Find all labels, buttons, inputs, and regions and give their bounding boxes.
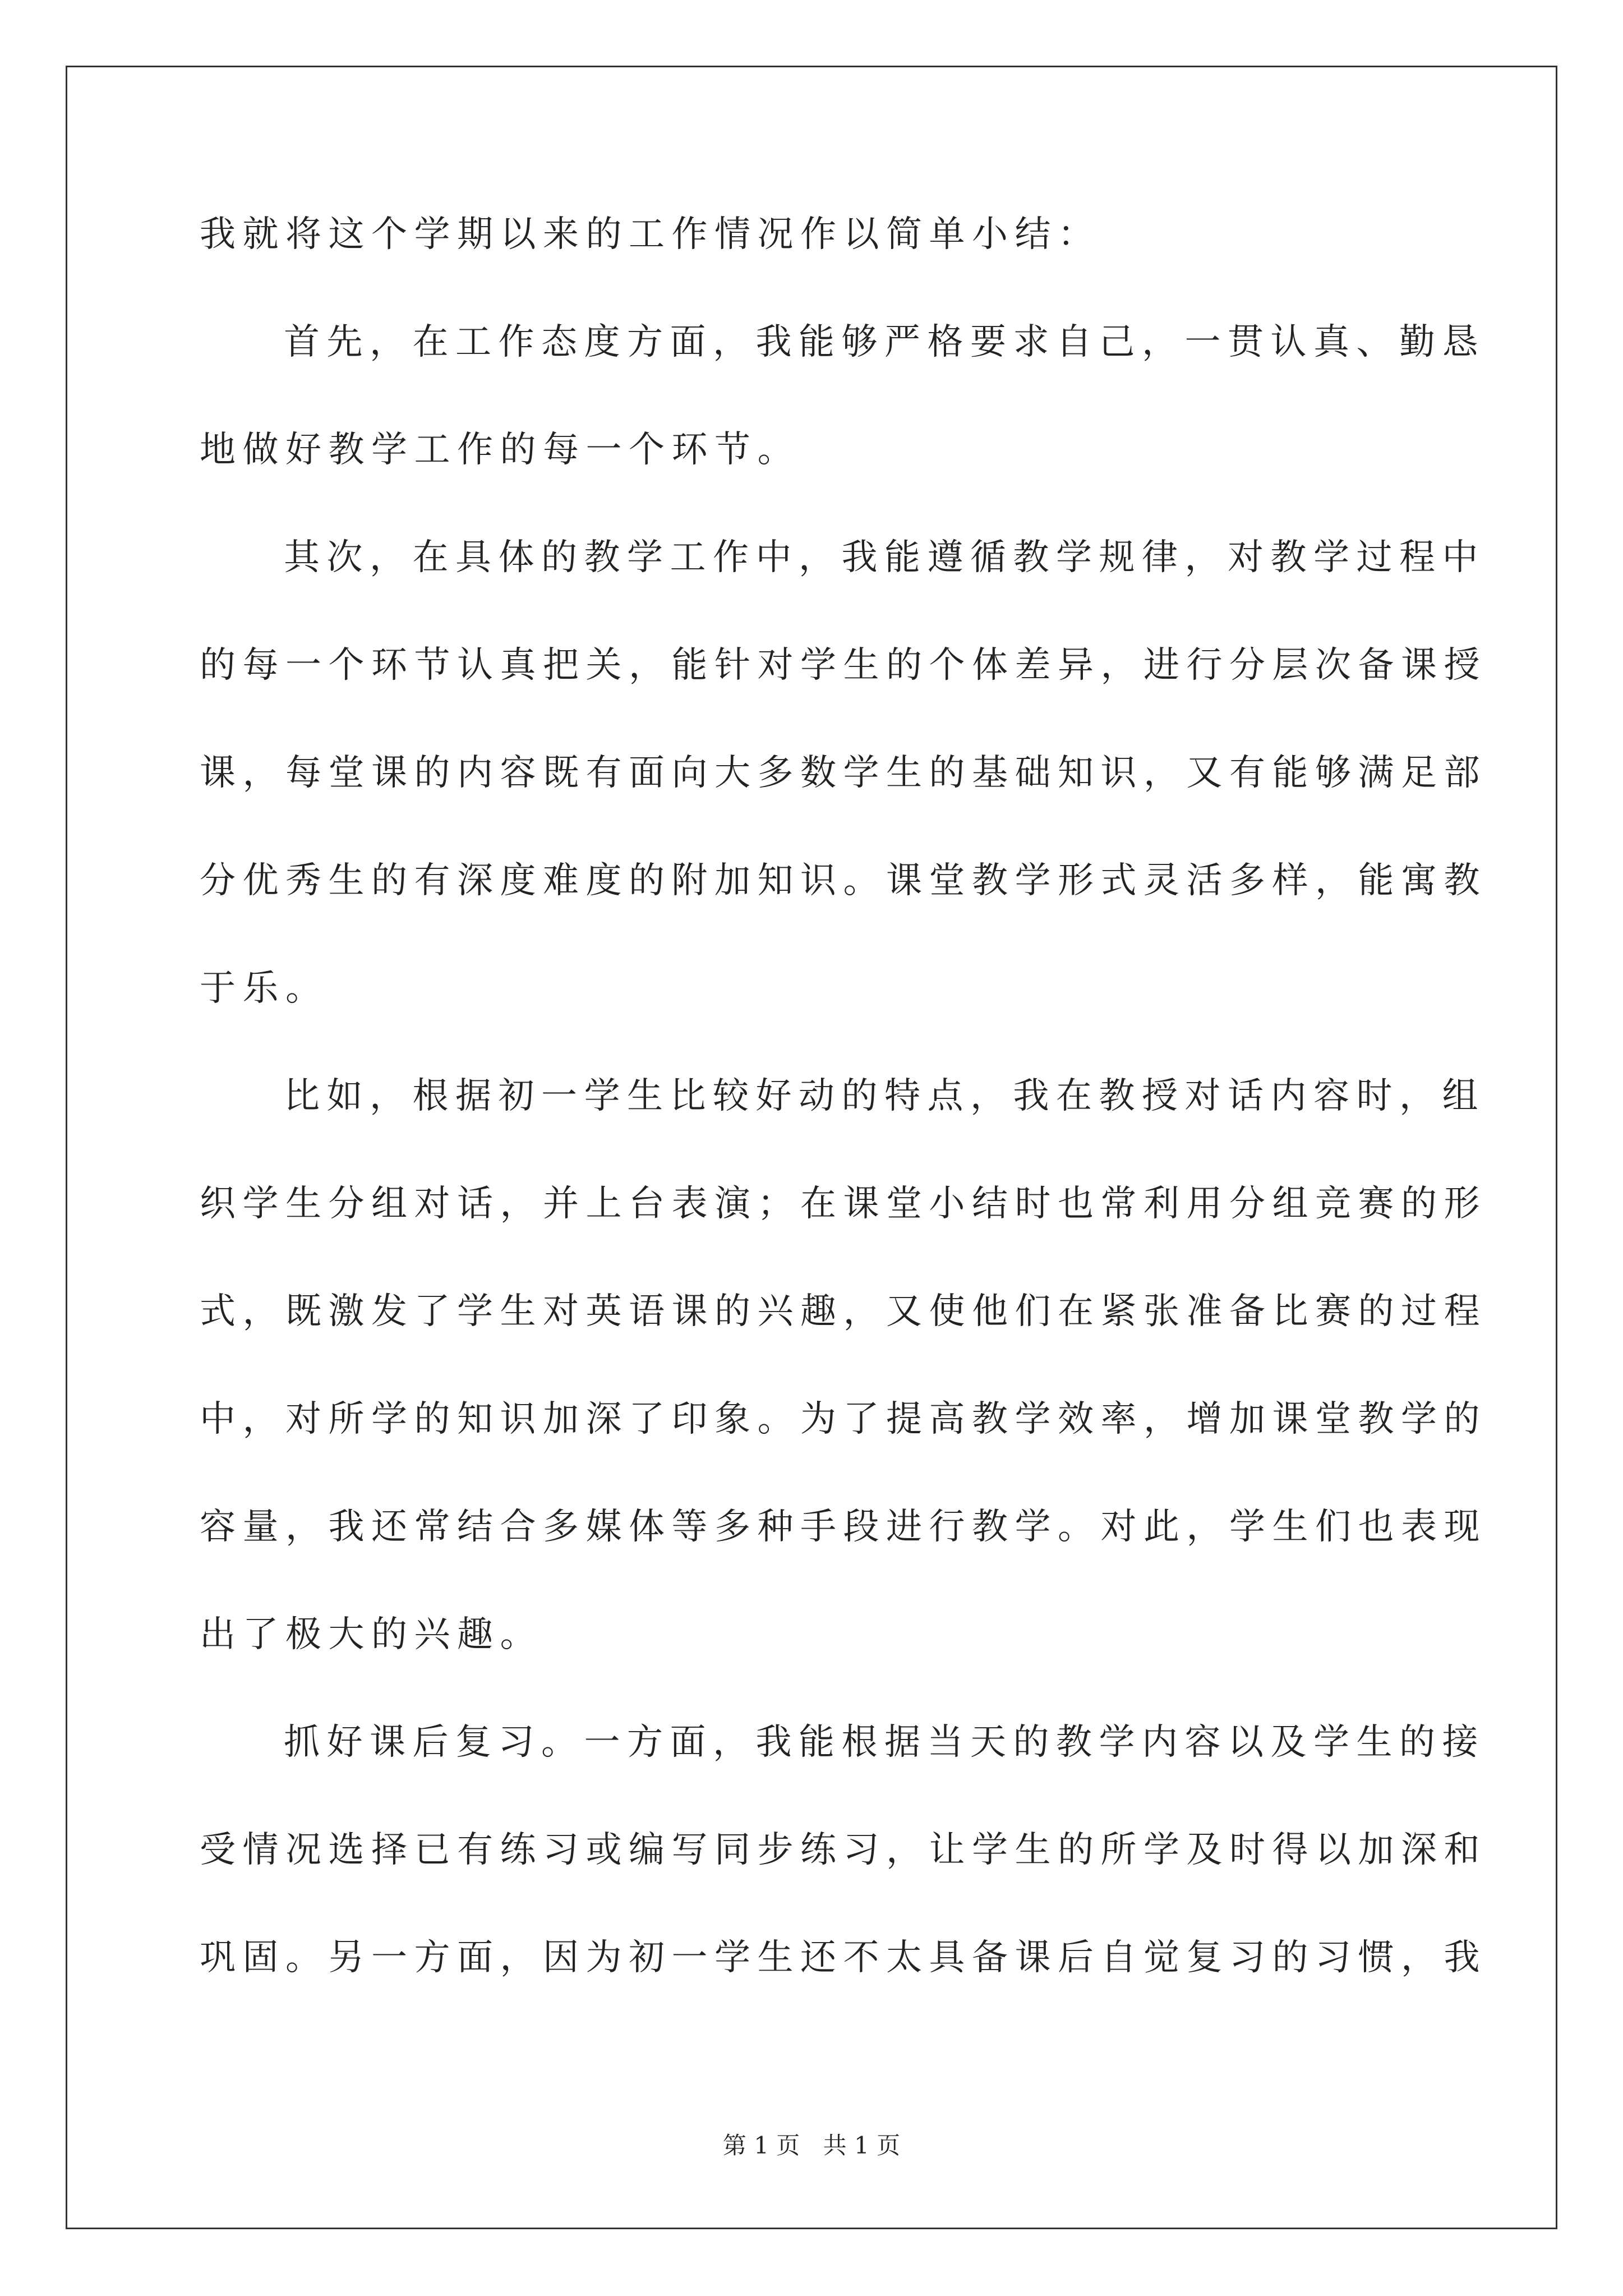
text-line-12: 中，对所学的知识加深了印象。为了提高教学效率，增加课堂教学的 (200, 1398, 1487, 1440)
text-line-2: 首先，在工作态度方面，我能够严格要求自己，一贯认真、勤恳 (284, 321, 1485, 363)
text-line-15: 抓好课后复习。一方面，我能根据当天的教学内容以及学生的接 (284, 1722, 1485, 1763)
text-line-1: 我就将这个学期以来的工作情况作以简单小结： (200, 214, 1101, 255)
text-line-8: 于乐。 (200, 968, 329, 1009)
text-line-4: 其次，在具体的教学工作中，我能遵循教学规律，对教学过程中 (284, 537, 1485, 578)
page-number: 第 1 页 (722, 2132, 800, 2159)
text-line-7: 分优秀生的有深度难度的附加知识。课堂教学形式灵活多样，能寓教 (200, 860, 1487, 901)
text-line-13: 容量，我还常结合多媒体等多种手段进行教学。对此，学生们也表现 (200, 1506, 1487, 1548)
text-line-6: 课，每堂课的内容既有面向大多数学生的基础知识，又有能够满足部 (200, 752, 1487, 794)
page-footer (0, 2129, 1623, 2162)
text-line-16: 受情况选择已有练习或编写同步练习，让学生的所学及时得以加深和 (200, 1829, 1487, 1871)
text-line-9: 比如，根据初一学生比较好动的特点，我在教授对话内容时，组 (284, 1075, 1485, 1117)
page-total: 共 1 页 (823, 2132, 901, 2159)
text-line-14: 出了极大的兴趣。 (200, 1614, 543, 1655)
text-line-3: 地做好教学工作的每一个环节。 (200, 429, 800, 471)
text-line-17: 巩固。另一方面，因为初一学生还不太具备课后自觉复习的习惯，我 (200, 1937, 1487, 1978)
text-line-10: 织学生分组对话，并上台表演；在课堂小结时也常利用分组竞赛的形 (200, 1183, 1487, 1225)
text-line-5: 的每一个环节认真把关，能针对学生的个体差异，进行分层次备课授 (200, 645, 1487, 686)
page-border (66, 66, 1557, 2229)
text-line-11: 式，既激发了学生对英语课的兴趣，又使他们在紧张准备比赛的过程 (200, 1291, 1487, 1332)
